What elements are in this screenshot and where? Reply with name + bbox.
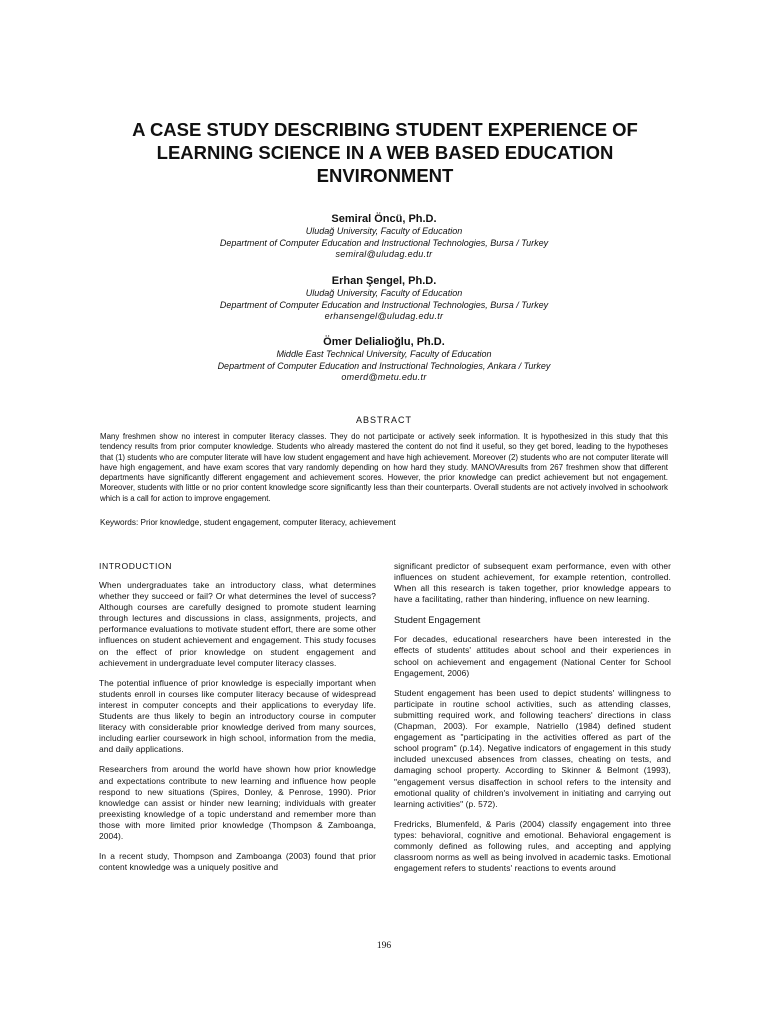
paragraph: significant predictor of subsequent exam performance, even with other influences on student achievement, for example retention, controlled. When all this research is taken together, prior knowledge appears to have a facilitating, rather than hindering, influence on new learning. <box>394 561 671 605</box>
author-email: erhansengel@uludag.edu.tr <box>324 311 444 321</box>
subsection-heading-student-engagement: Student Engagement <box>394 615 481 626</box>
author-department: Department of Computer Education and Instructional Technologies, Bursa / Turkey <box>219 299 549 310</box>
abstract-heading: ABSTRACT <box>355 415 412 425</box>
section-heading-introduction: INTRODUCTION <box>99 561 173 571</box>
author-department: Department of Computer Education and Instructional Technologies, Ankara / Turkey <box>217 360 551 371</box>
author-block <box>100 274 668 323</box>
keywords: Keywords: Prior knowledge, student engagement, computer literacy, achievement <box>100 518 396 527</box>
paragraph: When undergraduates take an introductory class, what determines whether they succeed or fail? Or what determines the level of success? Although courses are carefully designed to promote student learning through lectures and discussions in class, assignments, projects, and performance evaluations to motivate student effort, there are some other influences on student achievement and engagement. This study focuses on the effect of prior knowledge on student engagement and achievement in undergraduate level computer literacy classes. <box>99 580 376 668</box>
author-department: Department of Computer Education and Instructional Technologies, Bursa / Turkey <box>219 237 549 248</box>
author-affiliation: Uludağ University, Faculty of Education <box>305 226 463 236</box>
paragraph: Researchers from around the world have shown how prior knowledge and expectations contribute to new learning and influence how people respond to new situations (Spires, Donley, & Penrose, 1990). Prior knowledge can assist or hinder new learning; individuals with greater preexisting knowledge of a topic understand and remember more than those with more limited prior knowledge (Thompson & Zamboanga, 2004). <box>99 764 376 841</box>
paragraph: Student engagement has been used to depict students' willingness to participate in routine school activities, such as attending classes, submitting required work, and following teachers' directions in class (Chapman, 2003). For example, Natriello (1984) defined student engagement as "participating in the activities offered as part of the school program" (p.14). Negative indicators of engagement in this study included unexcused absences from classes, cheating on tests, and damaging school property. According to Skinner & Belmont (1993), "engagement versus disaffection in school refers to the intensity and emotional quality of children's involvement in initiating and carrying out learning activities" (p. 572). <box>394 687 671 809</box>
author-block <box>100 335 668 384</box>
author-name: Semiral Öncü, Ph.D. <box>331 213 437 225</box>
paragraph: The potential influence of prior knowledge is especially important when students enroll in courses like computer literacy because of widespread interest in computer concepts and their applications to everyday life. Students are thus likely to begin an introductory course in computer literacy with considerable prior knowledge derived from many sources, including earlier coursework in high school, information from the media, and daily applications. <box>99 677 376 755</box>
abstract-body: Many freshmen show no interest in computer literacy classes. They do not participate or actively seek information. It is hypothesized in this study that this tendency results from prior computer knowledge. Students who already mastered the content do not find it useful, so they get bored, leading to the hypotheses that (1) students who are computer literate will have low student engagement and have high achievement. Moreover (2) students who are not computer literate will have high engagement, and have exam scores that vary randomly depending on how hard they study. MANOVAresults from 267 freshmen show that different departments have significantly different engagement and achievement scores. However, the prior knowledge can predict achievement but not engagement. Moreover, students with little or no prior content knowledge score significantly less than their counterparts. Overall students are not actively involved in schoolwork which is a call for action to improve engagement. <box>100 432 668 503</box>
author-affiliation: Uludağ University, Faculty of Education <box>305 288 463 298</box>
author-email: semiral@uludag.edu.tr <box>335 249 433 259</box>
left-column <box>99 561 376 882</box>
paragraph: For decades, educational researchers have been interested in the effects of students' attitudes about school and their experiences in school on achievement and engagement (National Center for School Engagement, 2006) <box>394 634 671 678</box>
page-number: 196 <box>376 941 392 951</box>
right-column <box>394 561 671 883</box>
author-name: Ömer Delialioğlu, Ph.D. <box>323 336 445 348</box>
author-affiliation: Middle East Technical University, Faculty of Education <box>276 349 492 359</box>
paragraph: Fredricks, Blumenfeld, & Paris (2004) classify engagement into three types: behavioral, cognitive and emotional. Behavioral engagement is commonly defined as following rules, and accepting and applying classroom norms as well as being involved in academic tasks. Emotional engagement refers to students' reactions to events around <box>394 818 671 874</box>
author-email: omerd@metu.edu.tr <box>341 372 427 382</box>
paragraph: In a recent study, Thompson and Zamboanga (2003) found that prior content knowledge was a uniquely positive and <box>99 851 376 873</box>
author-block <box>100 212 668 261</box>
paper-title: A CASE STUDY DESCRIBING STUDENT EXPERIENCE OF LEARNING SCIENCE IN A WEB BASED EDUCATION ENVIRONMENT <box>132 119 638 186</box>
author-name: Erhan Şengel, Ph.D. <box>331 275 437 287</box>
